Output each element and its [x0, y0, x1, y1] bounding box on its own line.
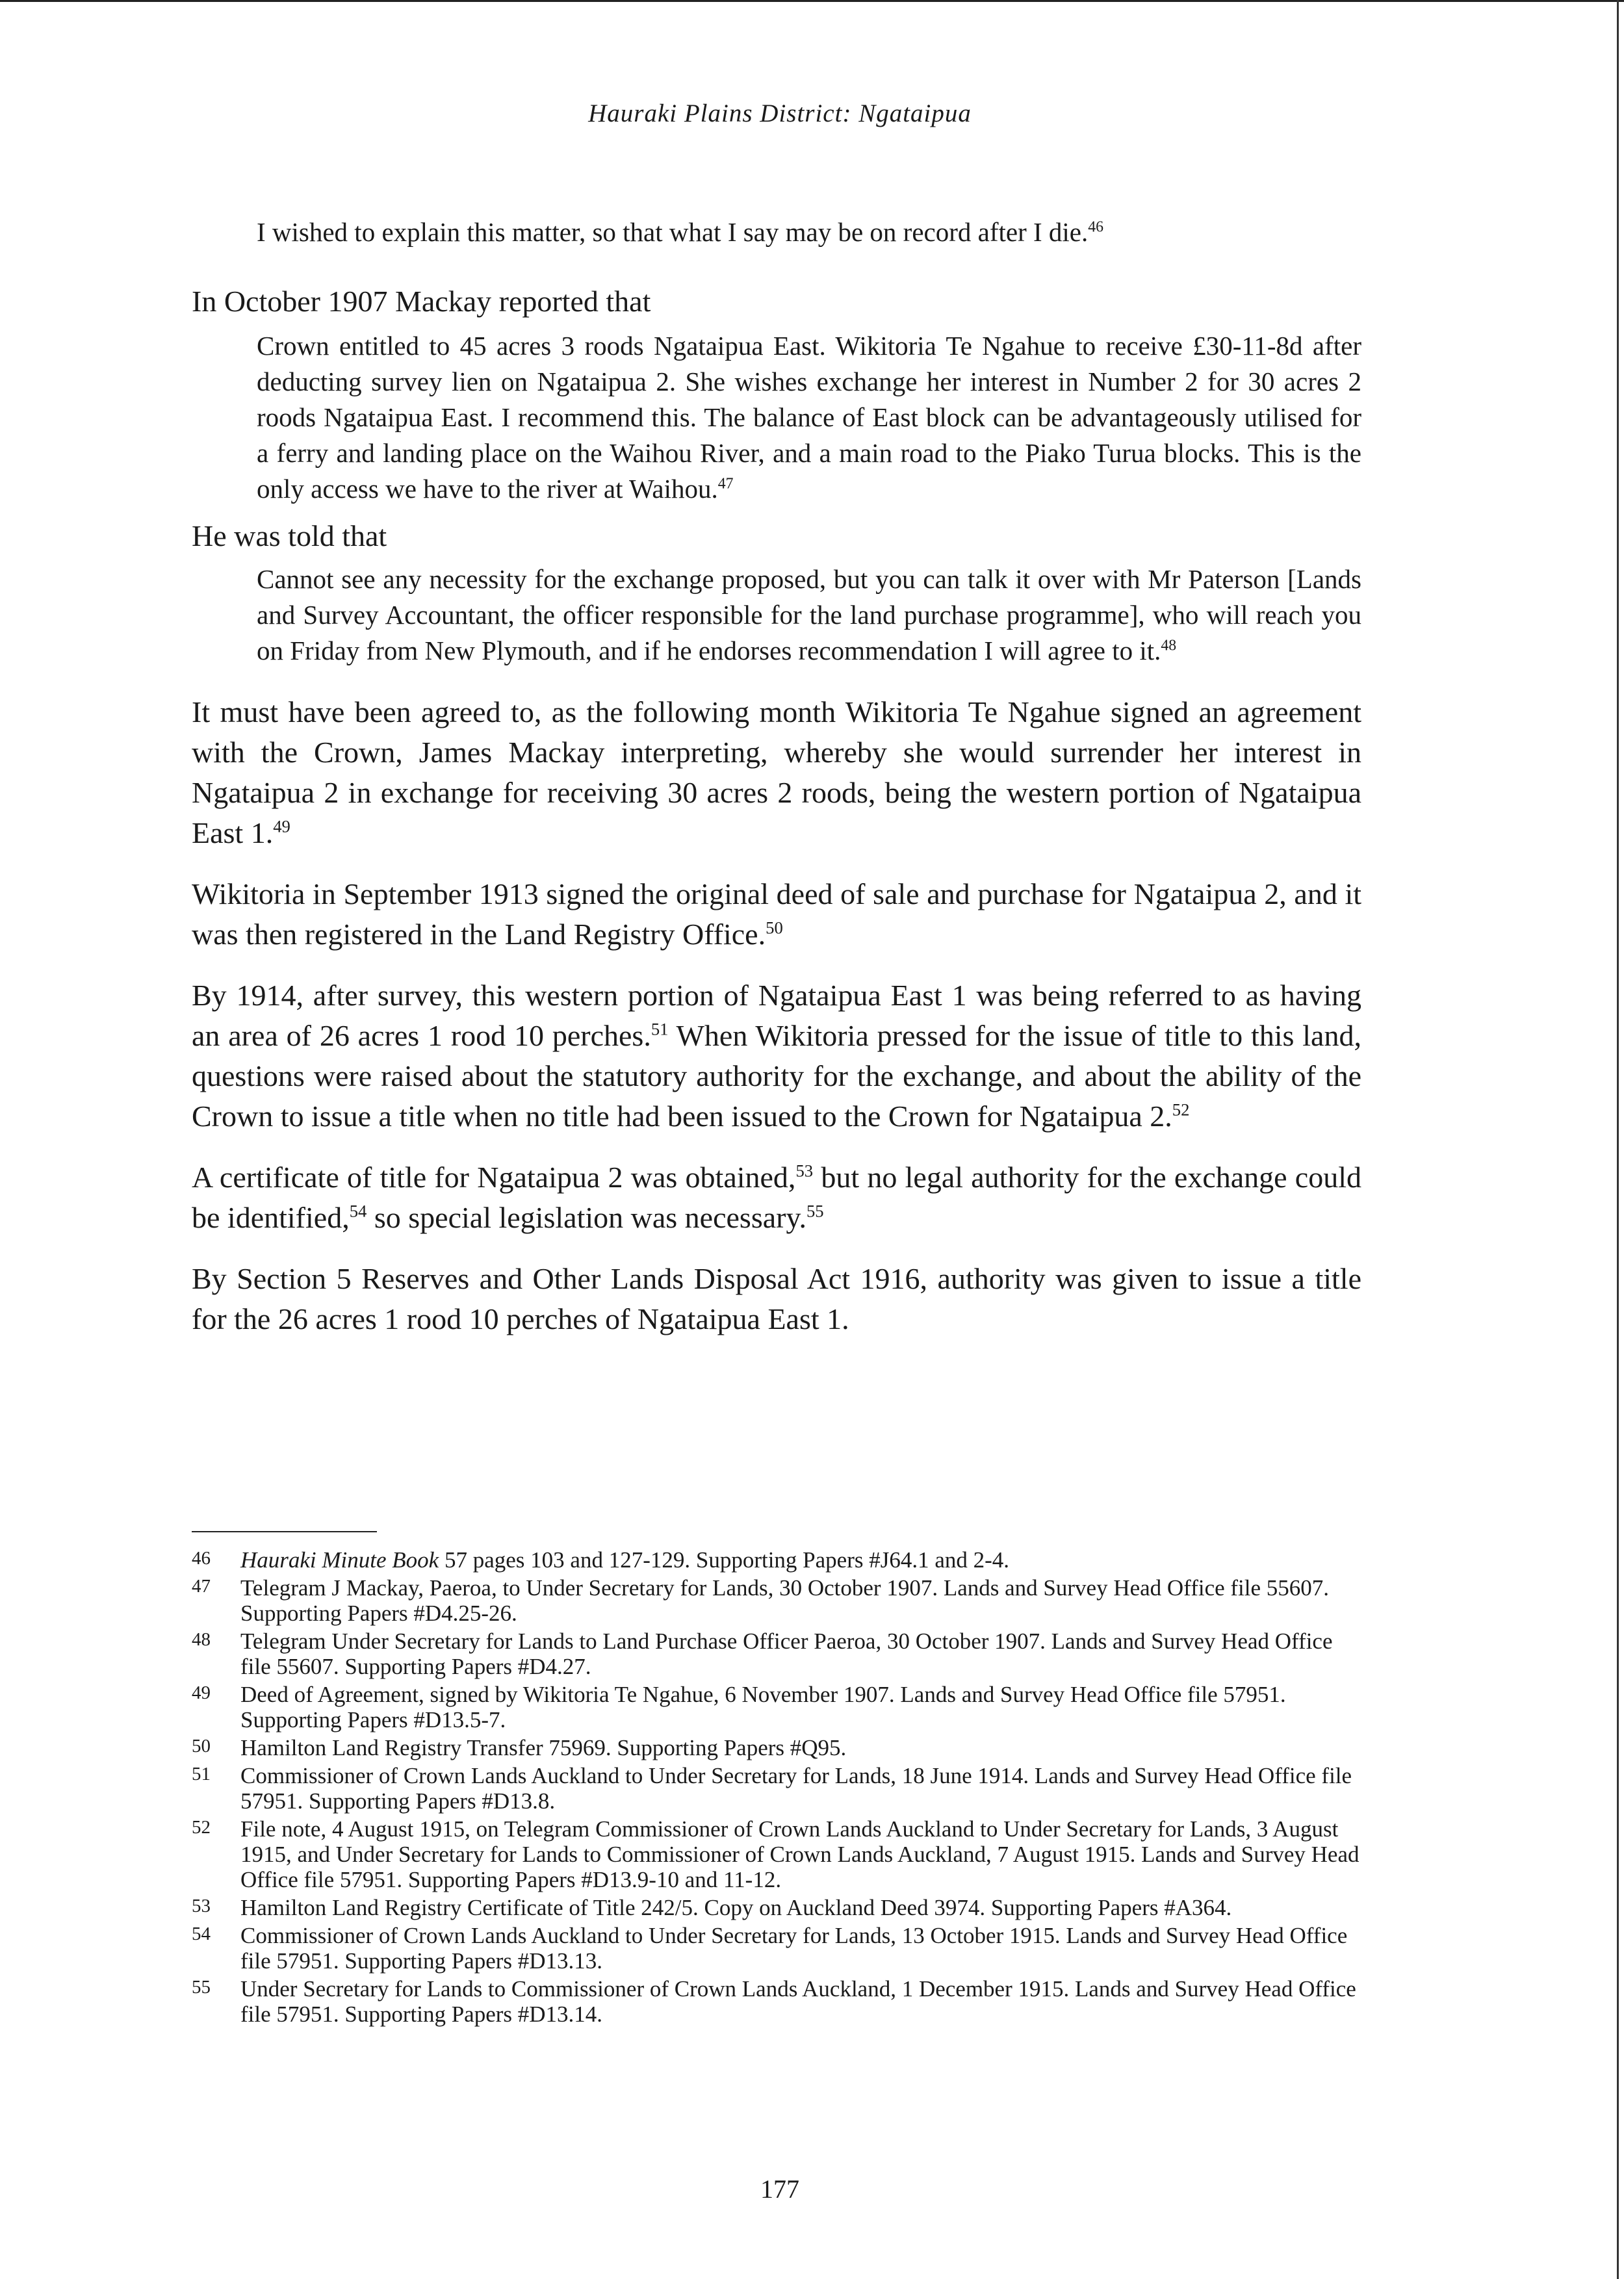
paragraph-text: It must have been agreed to, as the following month Wikitoria Te Ngahue signed an agreement with the Crown, James Mackay interpreting, whereby she would surrender her interest in Ngataipua 2 in exchange for receiving 30 acres 2 roods, being the western portion of Ngataipua East 1. — [192, 695, 1361, 849]
paragraph-5 — [192, 1259, 1361, 1339]
block-quote-1 — [257, 214, 1361, 250]
main-content — [192, 214, 1361, 1339]
page-number: 177 — [760, 2174, 799, 2204]
footnote-text: Commissioner of Crown Lands Auckland to Under Secretary for Lands, 13 October 1915. Lands and Survey Head Office file 57951. Supporting Papers #D13.13. — [240, 1923, 1348, 1974]
footnote — [192, 1763, 1361, 1814]
footnote-text: Commissioner of Crown Lands Auckland to Under Secretary for Lands, 18 June 1914. Lands and Survey Head Office file 57951. Supporting Papers #D13.8. — [240, 1763, 1352, 1814]
footnote-ref: 48 — [1161, 637, 1177, 654]
footnote — [192, 1816, 1361, 1892]
top-border-line — [0, 0, 1624, 2]
block-quote-3 — [257, 561, 1361, 669]
footnote-detail: 57 pages 103 and 127-129. Supporting Papers #J64.1 and 2-4. — [439, 1547, 1010, 1573]
footnote — [192, 1976, 1361, 2027]
footnote-number: 49 — [192, 1682, 211, 1703]
quote-text: I wished to explain this matter, so that what I say may be on record after I die. — [257, 217, 1089, 247]
footnote-number: 47 — [192, 1576, 211, 1597]
paragraph-text: so special legislation was necessary. — [367, 1201, 806, 1234]
footnote-number: 51 — [192, 1764, 211, 1784]
intro-line-1: In October 1907 Mackay reported that — [192, 285, 651, 318]
footnote-number: 48 — [192, 1629, 211, 1650]
footnote-text — [240, 1547, 1361, 1573]
footnote-ref: 52 — [1172, 1100, 1190, 1120]
footnote-source-title: Hauraki Minute Book — [240, 1547, 439, 1573]
footnote-number: 54 — [192, 1924, 211, 1944]
quote-text: Cannot see any necessity for the exchange proposed, but you can talk it over with Mr Paterson [Lands and Survey Accountant, the officer responsible for the land purchase programme], who will reach you on Friday from New Plymouth, and if he endorses recommendation I will agree to it. — [257, 564, 1361, 665]
footnote-ref: 50 — [766, 918, 783, 938]
footnote-text: Hamilton Land Registry Transfer 75969. Supporting Papers #Q95. — [240, 1735, 847, 1760]
paragraph-3 — [192, 975, 1361, 1137]
footnote-text: Hamilton Land Registry Certificate of Title 242/5. Copy on Auckland Deed 3974. Supporting Papers #A364. — [240, 1895, 1232, 1920]
paragraph-2 — [192, 874, 1361, 955]
footnotes — [192, 1547, 1361, 2029]
paragraph-4 — [192, 1157, 1361, 1238]
intro-line-2: He was told that — [192, 519, 387, 552]
footnote — [192, 1895, 1361, 1920]
footnote-text: Telegram Under Secretary for Lands to Land Purchase Officer Paeroa, 30 October 1907. Lands and Survey Head Office file 55607. Supporting Papers #D4.27. — [240, 1629, 1333, 1679]
paragraph-text: Wikitoria in September 1913 signed the original deed of sale and purchase for Ngataipua 2, and it was then registered in the Land Registry Office. — [192, 877, 1361, 951]
footnote-ref: 55 — [806, 1201, 824, 1221]
footnote-number: 55 — [192, 1977, 211, 1998]
footnote-text: Telegram J Mackay, Paeroa, to Under Secretary for Lands, 30 October 1907. Lands and Survey Head Office file 55607. Supporting Papers #D4.25-26. — [240, 1575, 1330, 1626]
quote-text: Crown entitled to 45 acres 3 roods Ngataipua East. Wikitoria Te Ngahue to receive £30-11-8d after deducting survey lien on Ngataipua 2. She wishes exchange her interest in Number 2 for 30 acres 2 roods Ngataipua East. I recommend this. The balance of East block can be advantageously utilised for a ferry and landing place on the Waihou River, and a main road to the Piako Turua blocks. This is the only access we have to the river at Waihou. — [257, 331, 1361, 504]
footnote-ref: 46 — [1088, 218, 1103, 236]
right-border-line — [1617, 0, 1619, 2279]
block-quote-2 — [257, 328, 1361, 507]
footnote — [192, 1629, 1361, 1679]
footnote-number: 50 — [192, 1736, 211, 1757]
footnote-number: 52 — [192, 1817, 211, 1838]
footnote — [192, 1923, 1361, 1974]
paragraph-text: By Section 5 Reserves and Other Lands Disposal Act 1916, authority was given to issue a title for the 26 acres 1 rood 10 perches of Ngataipua East 1. — [192, 1262, 1361, 1335]
footnote — [192, 1575, 1361, 1626]
paragraph-text: When Wikitoria pressed for the issue of title to this land, questions were raised about the statutory authority for the exchange, and about the ability of the Crown to issue a title when no title had been issued to the Crown for Ngataipua 2. — [192, 1019, 1361, 1133]
paragraph-text: but no legal authority for the exchange could be identified, — [192, 1161, 1362, 1234]
running-header: Hauraki Plains District: Ngataipua — [588, 99, 972, 127]
footnote — [192, 1682, 1361, 1732]
footnote-text: Under Secretary for Lands to Commissioner of Crown Lands Auckland, 1 December 1915. Lands and Survey Head Office file 57951. Supporting Papers #D13.14. — [240, 1976, 1356, 2027]
footnote-ref: 54 — [349, 1201, 367, 1221]
paragraph-text: By 1914, after survey, this western portion of Ngataipua East 1 was being referred to as having an area of 26 acres 1 rood 10 perches. — [192, 979, 1361, 1052]
footnote-ref: 51 — [651, 1019, 669, 1039]
footnote-number: 53 — [192, 1896, 211, 1916]
footnote-text: File note, 4 August 1915, on Telegram Commissioner of Crown Lands Auckland to Under Secretary for Lands, 3 August 1915, and Under Secretary for Lands to Commissioner of Crown Lands Auckland, 7 August 1915. Lands and Survey Head Office file 57951. Supporting Papers #D13.9-10 and 11-12. — [240, 1816, 1360, 1892]
footnote-text: Deed of Agreement, signed by Wikitoria Te Ngahue, 6 November 1907. Lands and Survey Head Office file 57951. Supporting Papers #D13.5-7. — [240, 1682, 1286, 1732]
footnote-ref: 53 — [795, 1161, 814, 1181]
footnote-ref: 49 — [273, 816, 290, 836]
paragraph-1 — [192, 692, 1361, 853]
footnote — [192, 1547, 1361, 1573]
footnote-separator — [192, 1531, 377, 1532]
footnote-number: 46 — [192, 1548, 211, 1569]
paragraph-text: A certificate of title for Ngataipua 2 was obtained, — [192, 1161, 796, 1194]
footnote — [192, 1735, 1361, 1760]
footnote-ref: 47 — [717, 475, 734, 493]
